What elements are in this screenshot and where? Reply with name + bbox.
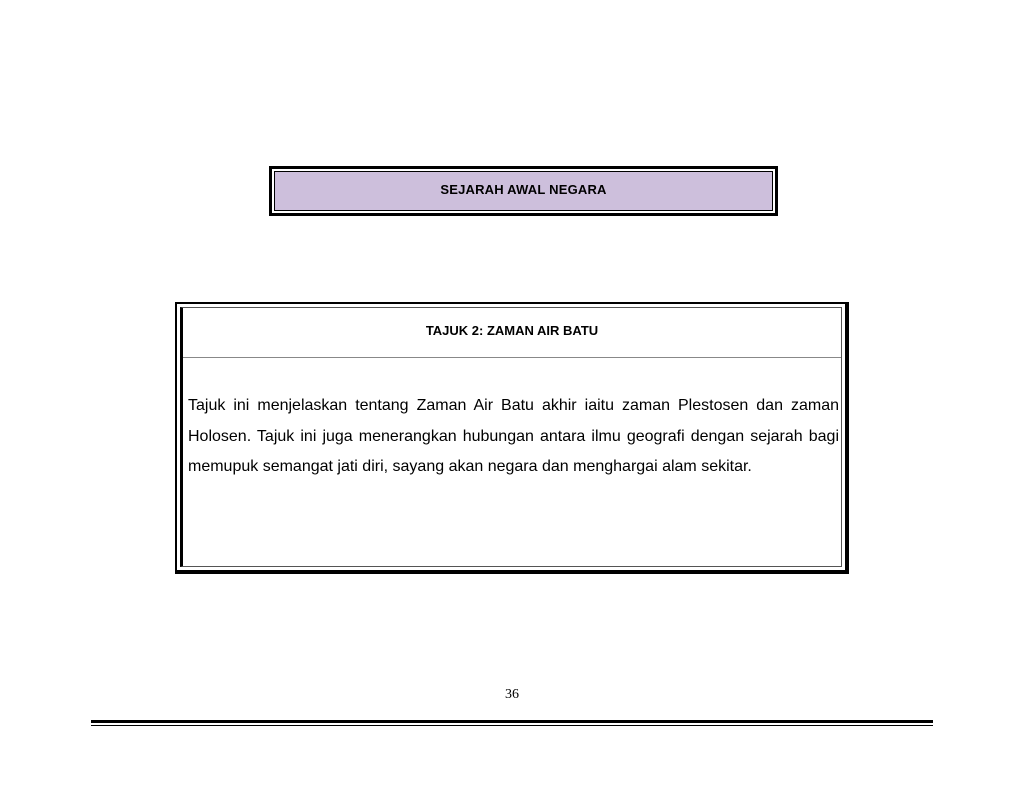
topic-box (175, 302, 849, 574)
topic-inner-frame (180, 307, 842, 567)
topic-description: Tajuk ini menjelaskan tentang Zaman Air Batu akhir iaitu zaman Plestosen dan zaman Holosen. Tajuk ini juga menerangkan hubungan antara ilmu geografi dengan sejarah bagi memupuk semangat jati diri, sayang akan negara dan menghargai alam sekitar. (188, 397, 839, 475)
footer-rule (91, 720, 933, 723)
footer-rule-thin (91, 725, 933, 726)
document-title: SEJARAH AWAL NEGARA (274, 171, 773, 211)
document-title-box (269, 166, 778, 216)
topic-heading: TAJUK 2: ZAMAN AIR BATU (183, 308, 841, 358)
page-number: 36 (505, 687, 519, 702)
